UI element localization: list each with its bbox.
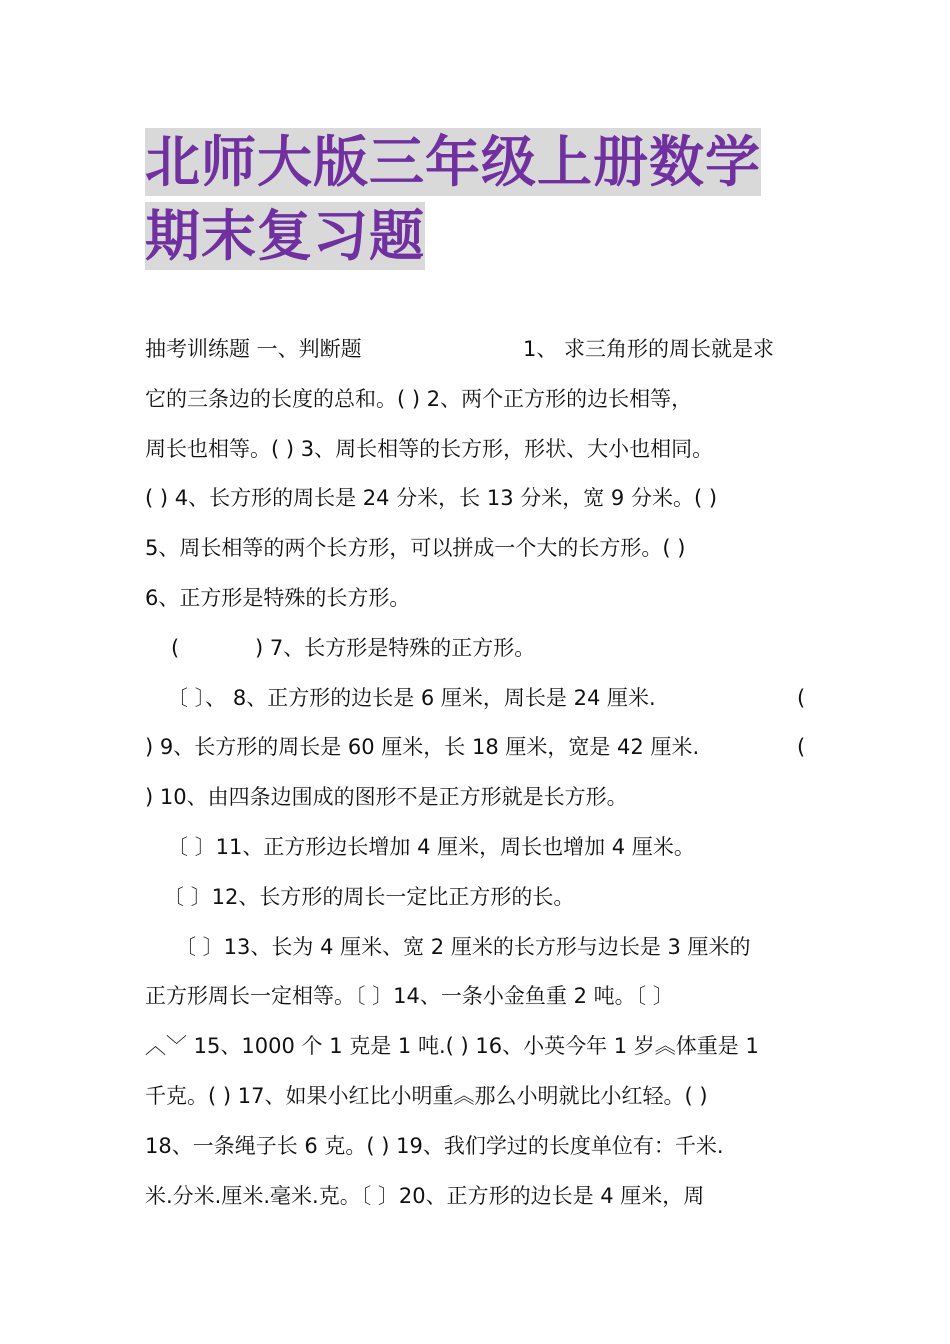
text-segment: 1、 求三角形的周长就是求 xyxy=(523,337,775,361)
text-line xyxy=(145,972,815,1022)
text-line xyxy=(145,474,815,524)
text-line xyxy=(145,425,815,475)
text-segment: 18、一条绳子长 6 克。( ) 19、我们学过的长度单位有：千米. xyxy=(145,1133,724,1158)
text-segment: 〔 〕13、长为 4 厘米、宽 2 厘米的长方形与边长是 3 厘米的 xyxy=(175,934,751,959)
text-line xyxy=(145,1172,815,1222)
document-title xyxy=(145,128,810,276)
text-line xyxy=(145,574,815,624)
text-segment: ) 7、长方形是特殊的正方形。 xyxy=(255,635,536,660)
text-segment: ) 10、由四条边围成的图形不是正方形就是长方形。 xyxy=(145,785,628,810)
text-segment: 它的三条边的长度的总和。( ) 2、两个正方形的边长相等， xyxy=(145,386,693,411)
text-segment: 正方形周长一定相等。〔 〕14、一条小金鱼重 2 吨。〔 〕 xyxy=(145,984,674,1009)
text-line xyxy=(145,1122,815,1172)
text-segment: ( xyxy=(797,685,806,710)
text-line xyxy=(145,375,815,425)
text-segment: 〔 〕11、正方形边长增加 4 厘米，周长也增加 4 厘米。 xyxy=(167,834,695,859)
text-line xyxy=(145,873,815,923)
text-line xyxy=(145,823,815,873)
text-line xyxy=(145,723,815,773)
text-segment: ( ) 4、长方形的周长是 24 分米，长 13 分米，宽 9 分米。( ) xyxy=(145,486,718,511)
text-line xyxy=(145,624,815,674)
text-segment: 抽考训练题 一、判断题 xyxy=(145,337,362,361)
text-line xyxy=(145,674,815,724)
text-line xyxy=(145,923,815,973)
text-segment: 6、正方形是特殊的长方形。 xyxy=(145,585,411,610)
title-line-2: 期末复习题 xyxy=(145,204,426,268)
text-segment: ( xyxy=(797,735,806,760)
text-line xyxy=(145,524,815,574)
text-segment: ︿﹀ 15、1000 个 1 克是 1 吨.( ) 16、小英今年 1 岁︽体重是 1 xyxy=(145,1034,759,1059)
text-segment: 千克。( ) 17、如果小红比小明重︽那么小明就比小红轻。( ) xyxy=(145,1083,708,1108)
text-segment: ) 9、长方形的周长是 60 厘米，长 18 厘米，宽是 42 厘米. xyxy=(145,735,700,760)
text-segment: 〔 〕12、长方形的周长一定比正方形的长。 xyxy=(163,884,575,909)
text-line xyxy=(145,773,815,823)
title-line-1: 北师大版三年级上册数学 xyxy=(145,130,762,194)
text-segment: 米.分米.厘米.毫米.克。〔 〕20、正方形的边长是 4 厘米，周 xyxy=(145,1183,705,1208)
question-body xyxy=(145,325,815,1221)
text-segment: 5、周长相等的两个长方形，可以拼成一个大的长方形。( ) xyxy=(145,536,686,561)
text-line xyxy=(145,1022,815,1072)
text-line xyxy=(145,325,815,375)
text-segment: 周长也相等。( ) 3、周长相等的长方形，形状、大小也相同。 xyxy=(145,436,714,461)
text-segment: ( xyxy=(171,635,180,660)
text-line xyxy=(145,1072,815,1122)
text-segment: 〔 〕、 8、正方形的边长是 6 厘米，周长是 24 厘米. xyxy=(167,685,656,710)
